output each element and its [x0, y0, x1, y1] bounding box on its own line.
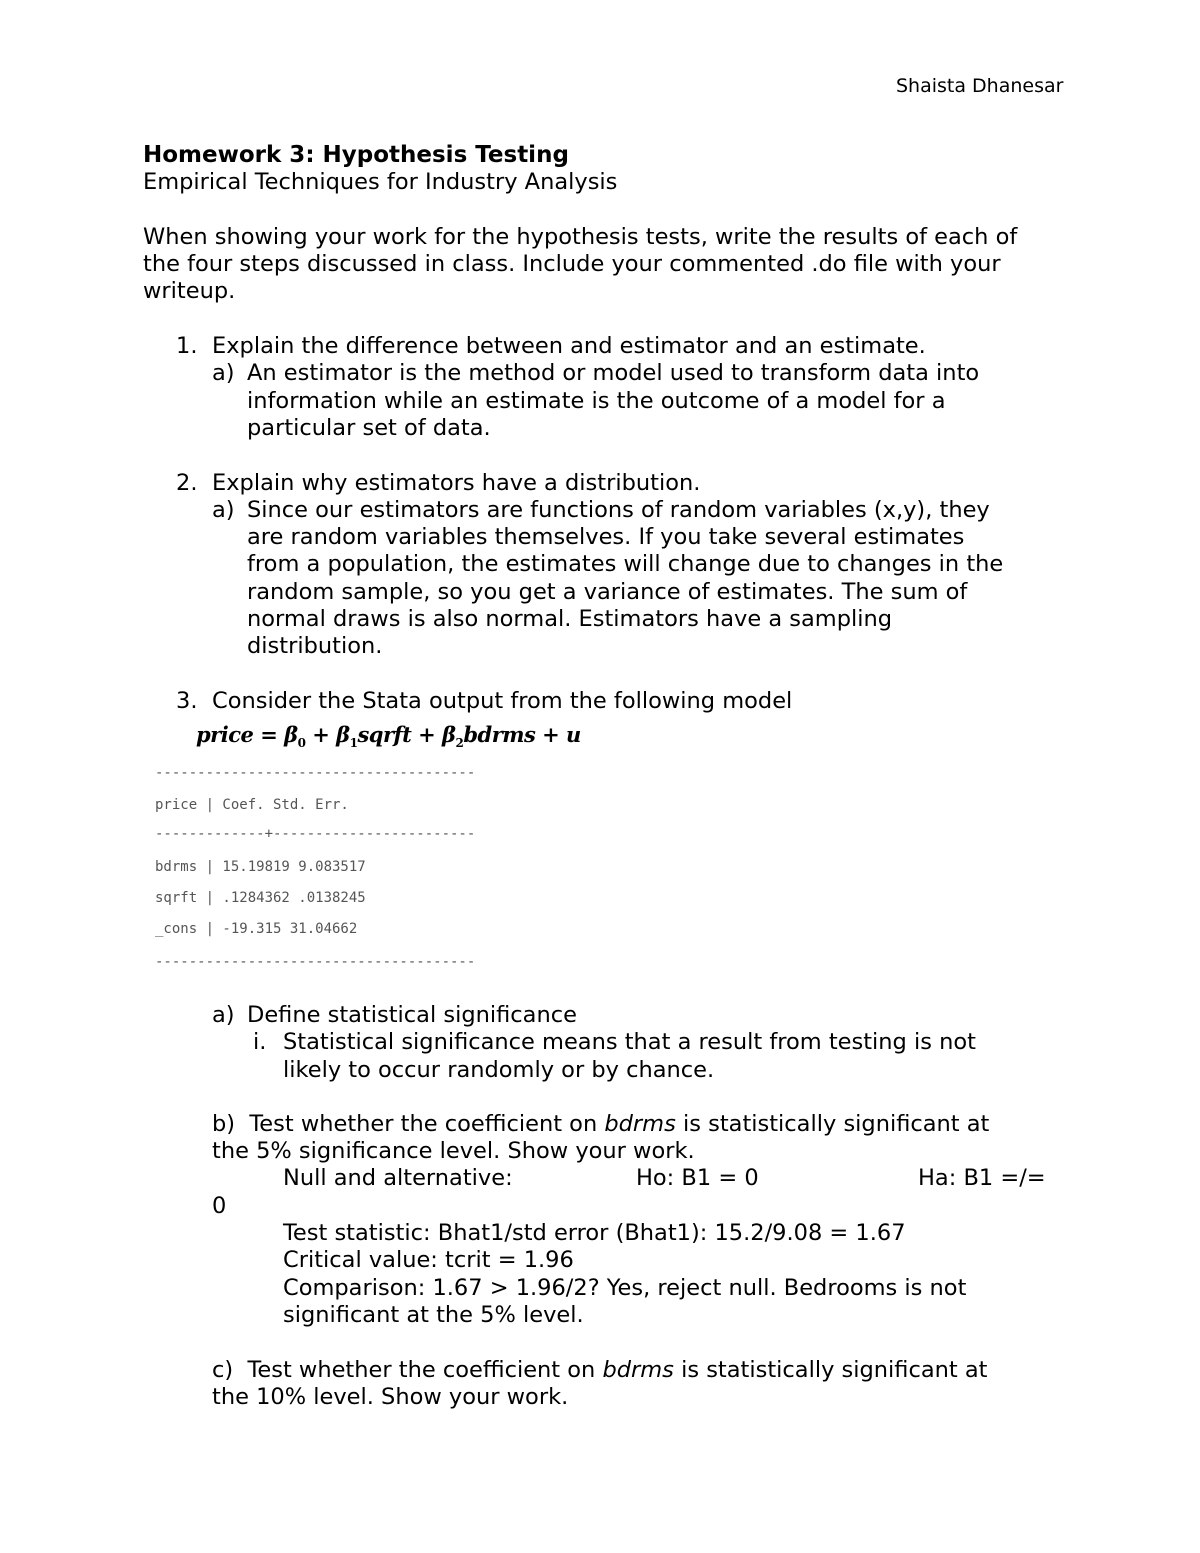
stata-dash-line: -------------+------------------------: [155, 826, 476, 842]
stata-dash-line: --------------------------------------: [155, 765, 476, 781]
answer-line: normal draws is also normal. Estimators have a sampling: [247, 606, 893, 632]
eq-plus: +: [542, 722, 560, 747]
answer-line: information while an estimate is the outcome of a model for a: [247, 388, 946, 414]
question-text: Test whether the coefficient on: [249, 1111, 598, 1137]
intro-line: When showing your work for the hypothesis tests, write the results of each of: [143, 224, 1018, 250]
critical-value: Critical value: tcrit = 1.96: [283, 1247, 574, 1273]
sub-question-label: a): [212, 1002, 235, 1028]
page-subtitle: Empirical Techniques for Industry Analysis: [143, 169, 618, 195]
intro-line: the four steps discussed in class. Include your commented .do file with your: [143, 251, 1001, 277]
null-alt-label: Null and alternative:: [283, 1165, 513, 1191]
question-1-text: Explain the difference between and estimator and an estimate.: [212, 333, 926, 359]
stata-dash-line: --------------------------------------: [155, 954, 476, 970]
eq-u: u: [566, 722, 581, 747]
answer-line: likely to occur randomly or by chance.: [283, 1057, 715, 1083]
eq-price: price: [196, 722, 254, 747]
test-statistic: Test statistic: Bhat1/std error (Bhat1): 15.2/9.08 = 1.67: [283, 1220, 906, 1246]
intro-line: writeup.: [143, 278, 236, 304]
sub-question-label: b): [212, 1111, 236, 1137]
eq-sub: 1: [349, 736, 358, 751]
question-text: is statistically significant at: [682, 1111, 990, 1137]
stata-row: sqrft | .1284362 .0138245: [155, 890, 366, 906]
alt-hypothesis-cont: 0: [212, 1193, 227, 1219]
eq-beta: β: [336, 722, 350, 747]
question-text: is statistically significant at: [681, 1357, 988, 1383]
author-name: Shaista Dhanesar: [896, 75, 1064, 97]
answer-line: An estimator is the method or model used to transform data into: [247, 360, 980, 386]
stata-row: _cons | -19.315 31.04662: [155, 921, 358, 937]
alt-hypothesis: Ha: B1 =/=: [918, 1165, 1046, 1191]
eq-beta: β: [284, 722, 298, 747]
eq-sub: 2: [455, 736, 464, 751]
sub-question-b-text: [212, 1111, 989, 1138]
answer-line: random sample, so you get a variance of estimates. The sum of: [247, 579, 968, 605]
model-equation: [196, 721, 581, 757]
eq-plus: +: [418, 722, 436, 747]
question-text: Test whether the coefficient on: [247, 1357, 596, 1383]
question-line: the 10% level. Show your work.: [212, 1384, 569, 1410]
eq-beta: β: [442, 722, 456, 747]
question-number: 3.: [176, 688, 198, 714]
eq-sub: 0: [297, 736, 306, 751]
sub-question-a-text: Define statistical significance: [247, 1002, 577, 1028]
variable-name: bdrms: [604, 1111, 676, 1137]
question-number: 2.: [176, 470, 198, 496]
answer-line: Statistical significance means that a result from testing is not: [283, 1029, 976, 1055]
eq-sqrft: sqrft: [357, 722, 412, 747]
eq-equals: =: [260, 722, 278, 747]
page-title: Homework 3: Hypothesis Testing: [143, 142, 569, 168]
sub-question-label: c): [212, 1357, 234, 1383]
variable-name: bdrms: [602, 1357, 674, 1383]
comparison-line: Comparison: 1.67 > 1.96/2? Yes, reject null. Bedrooms is not: [283, 1275, 967, 1301]
question-line: the 5% significance level. Show your work.: [212, 1138, 695, 1164]
eq-bdrms: bdrms: [463, 722, 536, 747]
question-number: 1.: [176, 333, 198, 359]
answer-line: distribution.: [247, 633, 383, 659]
answer-label: a): [212, 497, 235, 523]
question-2-text: Explain why estimators have a distribution.: [212, 470, 701, 496]
answer-label: i.: [253, 1029, 267, 1055]
stata-header: price | Coef. Std. Err.: [155, 797, 349, 813]
comparison-line: significant at the 5% level.: [283, 1302, 584, 1328]
eq-plus: +: [312, 722, 330, 747]
answer-label: a): [212, 360, 235, 386]
sub-question-c-text: [212, 1357, 987, 1384]
question-3-text: Consider the Stata output from the following model: [212, 688, 793, 714]
answer-line: particular set of data.: [247, 415, 491, 441]
null-hypothesis: Ho: B1 = 0: [636, 1165, 759, 1191]
answer-line: are random variables themselves. If you take several estimates: [247, 524, 965, 550]
answer-line: Since our estimators are functions of random variables (x,y), they: [247, 497, 990, 523]
answer-line: from a population, the estimates will change due to changes in the: [247, 551, 1004, 577]
stata-row: bdrms | 15.19819 9.083517: [155, 859, 366, 875]
